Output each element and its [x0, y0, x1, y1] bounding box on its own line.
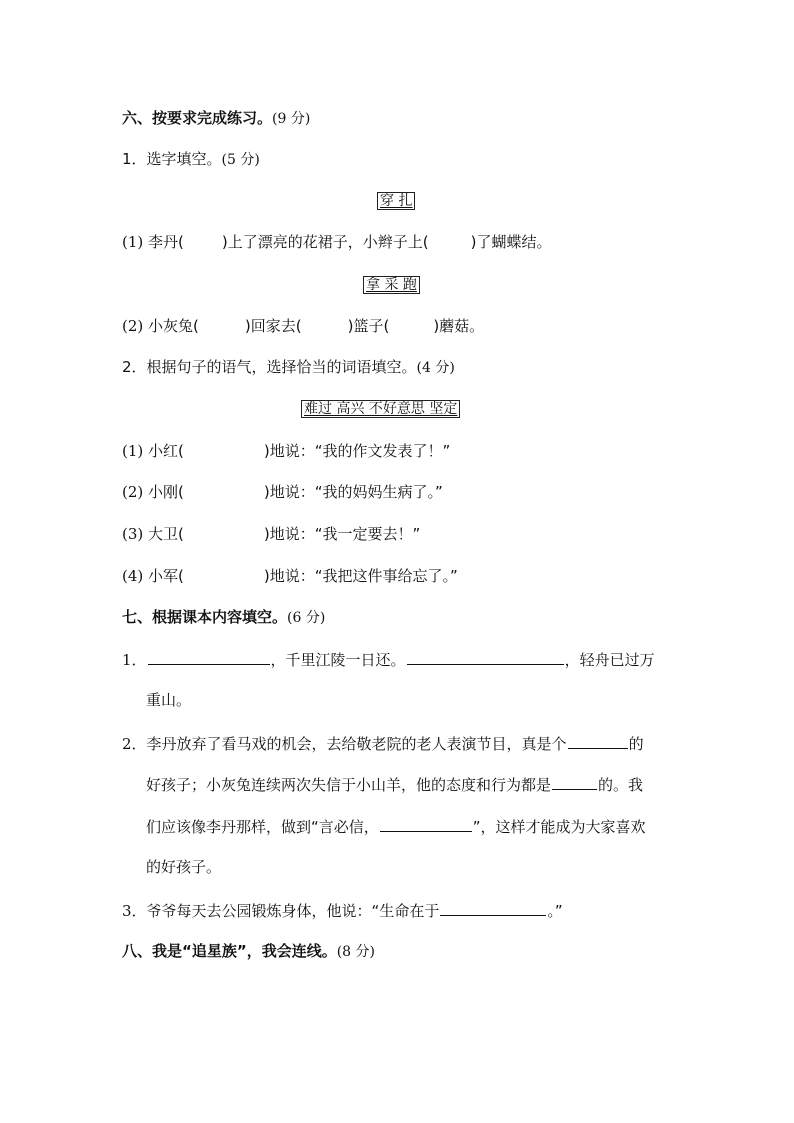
fill-blank[interactable]	[440, 899, 546, 916]
section-8-title	[122, 941, 375, 962]
q7-2-line-2	[146, 773, 643, 795]
item-number: (2)	[122, 317, 144, 335]
fill-blank[interactable]	[552, 773, 597, 790]
item-number: (2)	[122, 483, 144, 501]
q7-2-line-3	[146, 815, 646, 837]
sentence-part: )地说：“我一定要去！”	[263, 525, 421, 543]
section-7-title-text: 七、根据课本内容填空。	[122, 608, 288, 626]
q6-1-score: (5 分)	[221, 152, 260, 168]
section-6-score: (9 分)	[272, 111, 311, 127]
sentence-part: 小刚(	[148, 483, 184, 501]
item-number: (1)	[122, 233, 144, 251]
q6-2-label	[122, 357, 455, 378]
item-number: 1．	[122, 651, 147, 669]
section-7-title	[122, 607, 325, 628]
section-8-score: (8 分)	[336, 944, 375, 960]
item-number: (3)	[122, 525, 144, 543]
item-number: 3．	[122, 902, 147, 920]
sentence-part: )蘑菇。	[433, 317, 485, 335]
q6-2-item-4	[122, 566, 458, 586]
word-box-1: 穿 扎	[377, 192, 415, 210]
q6-1-label	[122, 149, 260, 170]
sentence-part: )地说：“我的妈妈生病了。”	[263, 483, 443, 501]
item-number: (4)	[122, 567, 144, 585]
q6-1-sentence-2	[122, 316, 484, 336]
item-number: (1)	[122, 442, 144, 460]
section-7-score: (6 分)	[287, 610, 326, 626]
sentence-part: )篮子(	[347, 317, 390, 335]
q6-1-sentence-1	[122, 232, 551, 252]
sentence-part: 。”	[547, 902, 563, 920]
word-box-2: 拿 采 跑	[363, 276, 420, 294]
sentence-part: 的	[628, 735, 644, 753]
sentence-part: 爷爷每天去公园锻炼身体，他说：“生命在于	[146, 902, 440, 920]
fill-blank[interactable]	[380, 815, 472, 832]
sentence-part: 李丹放弃了看马戏的机会，去给敬老院的老人表演节目，真是个	[146, 735, 567, 753]
sentence-part: )地说：“我把这件事给忘了。”	[263, 567, 458, 585]
sentence-part: )上了漂亮的花裙子，小辫子上(	[221, 233, 429, 251]
sentence-part: 的。我	[598, 776, 644, 794]
sentence-part: )了蝴蝶结。	[470, 233, 552, 251]
q7-2-line-4	[146, 857, 221, 877]
sentence-part: 好孩子；小灰兔连续两次失信于小山羊，他的态度和行为都是	[146, 776, 552, 794]
word-box-3: 难过 高兴 不好意思 坚定	[301, 400, 460, 418]
item-number: 2．	[122, 735, 147, 753]
q6-1-text: 1．选字填空。	[122, 150, 222, 168]
q6-2-item-2	[122, 482, 443, 502]
sentence-part: 重山。	[146, 691, 192, 709]
sentence-part: 们应该像李丹那样，做到“言必信，	[146, 818, 379, 836]
section-6-title	[122, 108, 310, 129]
sentence-part: 小灰兔(	[148, 317, 199, 335]
sentence-part: )回家去(	[244, 317, 302, 335]
fill-blank[interactable]	[148, 648, 270, 665]
q7-1-line-2	[146, 690, 191, 710]
q6-2-text: 2．根据句子的语气，选择恰当的词语填空。	[122, 358, 417, 376]
section-8-title-text: 八、我是“追星族”，我会连线。	[122, 942, 337, 960]
fill-blank[interactable]	[407, 648, 564, 665]
sentence-part: 小军(	[148, 567, 184, 585]
q6-2-item-1	[122, 441, 450, 461]
sentence-part: ，轻舟已过万	[564, 651, 655, 669]
q7-1-line-1	[122, 648, 655, 670]
q7-2-line-1	[122, 732, 644, 754]
sentence-part: 的好孩子。	[146, 858, 222, 876]
sentence-part: ，千里江陵一日还。	[270, 651, 406, 669]
q7-3-line	[122, 899, 563, 921]
sentence-part: 大卫(	[148, 525, 184, 543]
sentence-part: 小红(	[148, 442, 184, 460]
section-6-title-text: 六、按要求完成练习。	[122, 109, 273, 127]
sentence-part: )地说：“我的作文发表了！”	[263, 442, 451, 460]
sentence-part: ”，这样才能成为大家喜欢	[472, 818, 646, 836]
q6-2-item-3	[122, 524, 420, 544]
q6-2-score: (4 分)	[416, 360, 455, 376]
fill-blank[interactable]	[568, 732, 628, 749]
sentence-part: 李丹(	[148, 233, 184, 251]
